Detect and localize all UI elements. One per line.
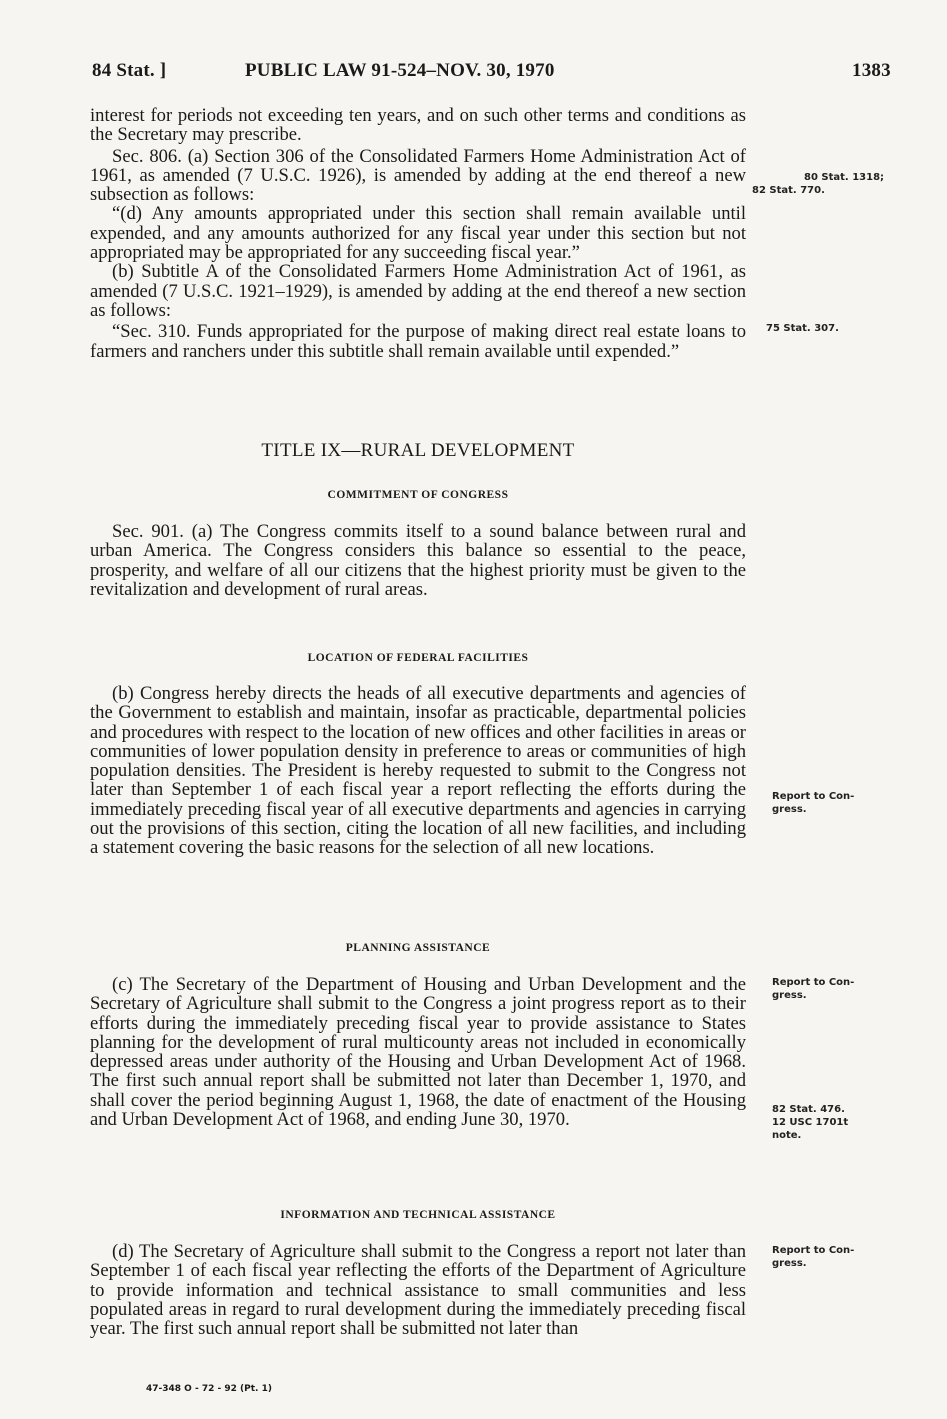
margin-note-line: Report to Con- xyxy=(772,791,855,802)
margin-note-line: 75 Stat. 307. xyxy=(766,323,839,334)
section-heading-planning: PLANNING ASSISTANCE xyxy=(345,942,491,954)
margin-note-report xyxy=(772,1244,902,1270)
margin-note-citation xyxy=(752,171,902,197)
section-901-block xyxy=(90,522,746,599)
paragraph-d: (d) The Secretary of Agriculture shall submit to the Congress a report not later than September 1 of each fiscal year reflecting the efforts of the Department of Agriculture to provide information and technical assistance to small communities and less populated areas in regard to rural development during the immediately preceding fiscal year. The first such annual report shall be submitted not later than xyxy=(90,1241,746,1340)
margin-note-report xyxy=(772,976,902,1002)
paragraph-sec-901: Sec. 901. (a) The Congress commits itself to a sound balance between rural and urban America. The Congress considers this balance so essential to the peace, prosperity, and welfare of all our citizens that the highest priority must be given to the revitalization and development of rural areas. xyxy=(90,521,746,600)
page-title: PUBLIC LAW 91-524–NOV. 30, 1970 xyxy=(245,60,555,81)
margin-note-report xyxy=(772,790,902,816)
title-heading: TITLE IX—RURAL DEVELOPMENT xyxy=(261,440,575,461)
stat-volume-label: 84 Stat. ] xyxy=(92,60,167,81)
location-block xyxy=(90,684,746,858)
section-806-block xyxy=(90,106,746,361)
paragraph-quoted-d: “(d) Any amounts appropriated under this section shall remain available until expended, and any amounts authorized for any fiscal year under this section but not appropriated may be appropriated for any succeeding fiscal year.” xyxy=(90,203,746,264)
paragraph: interest for periods not exceeding ten years, and on such other terms and conditions as the Secretary may prescribe. xyxy=(90,105,746,146)
margin-note-line: 80 Stat. 1318; xyxy=(804,172,885,183)
information-block xyxy=(90,1242,746,1338)
paragraph-b: (b) Congress hereby directs the heads of all executive departments and agencies of the Government to establish and maintain, insofar as practicable, departmental policies and procedures with respect to the location of new offices and other facilities in areas or communities of lower population density in preference to areas or communities of high population densities. The President is hereby requested to submit to the Congress not later than September 1 of each fiscal year a report reflecting the efforts during the immediately preceding fiscal year of all executive departments and agencies in carrying out the provisions of this section, citing the location of all new facilities, and including a statement covering the basic reasons for the selection of all new locations. xyxy=(90,683,746,859)
margin-note-line: gress. xyxy=(772,990,807,1001)
margin-note-line: 82 Stat. 476. xyxy=(772,1104,845,1115)
paragraph-sec-806: Sec. 806. (a) Section 306 of the Consolidated Farmers Home Administration Act of 1961, as amended (7 U.S.C. 1926), is amended by adding at the end thereof a new subsection as follows: xyxy=(90,145,746,206)
margin-note-citation xyxy=(766,322,902,335)
margin-note-line: Report to Con- xyxy=(772,977,855,988)
paragraph-c: (c) The Secretary of the Department of Housing and Urban Development and the Secretary of Agriculture shall submit to the Congress a joint progress report as to their efforts during the immediately preceding fiscal year to provide assistance to States planning for the development of rural multicounty areas not included in economically depressed areas under authority of the Housing and Urban Development Act of 1968. The first such annual report shall be submitted not later than December 1, 1970, and shall cover the period beginning August 1, 1968, the date of enactment of the Housing and Urban Development Act of 1968, and ending June 30, 1970. xyxy=(90,974,746,1131)
margin-note-line: 12 USC 1701t xyxy=(772,1117,849,1128)
page-number: 1383 xyxy=(852,60,891,81)
section-heading-location: LOCATION OF FEDERAL FACILITIES xyxy=(307,652,529,664)
planning-block xyxy=(90,975,746,1129)
margin-note-line: 82 Stat. 770. xyxy=(752,185,825,196)
paragraph-b-subtitle: (b) Subtitle A of the Consolidated Farmers Home Administration Act of 1961, as amended (7 U.S.C. 1921–1929), is amended by adding at the end thereof a new section as follows: xyxy=(90,261,746,321)
section-heading-commitment: COMMITMENT OF CONGRESS xyxy=(327,489,509,501)
margin-note-line: gress. xyxy=(772,804,807,815)
margin-note-line: note. xyxy=(772,1130,802,1141)
margin-note-line: Report to Con- xyxy=(772,1245,855,1256)
margin-note-citation xyxy=(772,1103,902,1142)
paragraph-sec-310: “Sec. 310. Funds appropriated for the purpose of making direct real estate loans to farmers and ranchers under this subtitle shall remain available until expended.” xyxy=(90,321,746,362)
margin-note-line: gress. xyxy=(772,1258,807,1269)
print-code-footer: 47-348 O - 72 - 92 (Pt. 1) xyxy=(146,1384,272,1394)
section-heading-information: INFORMATION AND TECHNICAL ASSISTANCE xyxy=(280,1209,556,1221)
